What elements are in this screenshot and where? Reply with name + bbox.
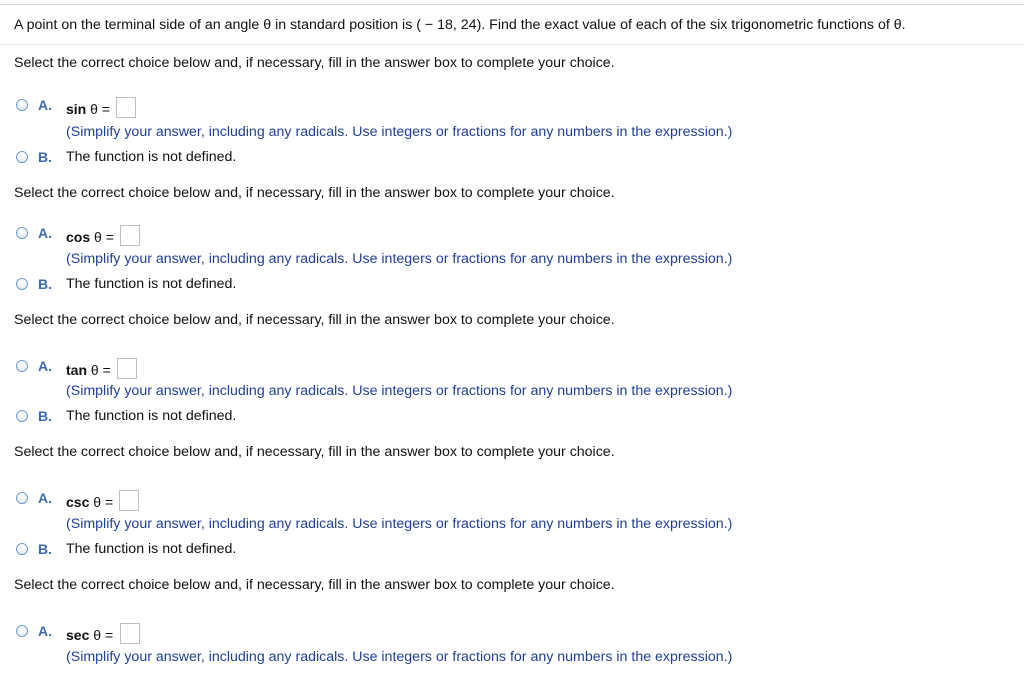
function-label — [66, 494, 113, 510]
choice-a-letter: A. — [38, 225, 52, 241]
function-name: cos — [66, 229, 91, 245]
theta-symbol: θ — [93, 627, 102, 643]
equals-sign: = — [105, 229, 114, 245]
section-prompt: Select the correct choice below and, if necessary, fill in the answer box to complete your choice. — [14, 55, 615, 71]
choice-a-radio[interactable] — [16, 625, 28, 637]
answer-box-cos[interactable] — [120, 225, 140, 246]
choice-b-letter: B. — [38, 541, 52, 557]
choice-b-letter: B. — [38, 276, 52, 292]
theta-symbol: θ — [90, 101, 98, 117]
hint-text: (Simplify your answer, including any radicals. Use integers or fractions for any numbers in the expression.) — [66, 124, 733, 140]
choice-a-radio[interactable] — [16, 227, 28, 239]
section-prompt: Select the correct choice below and, if necessary, fill in the answer box to complete your choice. — [14, 444, 615, 460]
choice-b-text: The function is not defined. — [66, 408, 237, 424]
function-label — [66, 627, 113, 643]
choice-b-text: The function is not defined. — [66, 541, 237, 557]
hint-text: (Simplify your answer, including any radicals. Use integers or fractions for any numbers in the expression.) — [66, 649, 733, 665]
choice-b-text: The function is not defined. — [66, 276, 237, 292]
answer-box-sin[interactable] — [116, 97, 136, 118]
answer-box-sec[interactable] — [120, 623, 140, 644]
function-label — [66, 101, 110, 117]
question-text: A point on the terminal side of an angle θ in standard position is ( − 18, 24). Find the exact value of each of the six trigonometric functions of θ. — [14, 17, 906, 33]
function-name: sin — [66, 101, 87, 117]
equals-sign: = — [101, 101, 110, 117]
choice-a-letter: A. — [38, 358, 52, 374]
choice-a-radio[interactable] — [16, 492, 28, 504]
function-label — [66, 229, 114, 245]
theta-symbol: θ — [94, 229, 102, 245]
top-divider — [0, 4, 1024, 5]
choice-a-letter: A. — [38, 490, 52, 506]
function-name: csc — [66, 494, 90, 510]
equals-sign: = — [104, 627, 114, 643]
choice-a-letter: A. — [38, 97, 52, 113]
choice-a-letter: A. — [38, 623, 52, 639]
hint-text: (Simplify your answer, including any radicals. Use integers or fractions for any numbers in the expression.) — [66, 516, 733, 532]
hint-text: (Simplify your answer, including any radicals. Use integers or fractions for any numbers in the expression.) — [66, 251, 733, 267]
section-prompt: Select the correct choice below and, if necessary, fill in the answer box to complete your choice. — [14, 312, 615, 328]
equals-sign: = — [104, 494, 114, 510]
answer-box-tan[interactable] — [117, 358, 137, 379]
section-prompt: Select the correct choice below and, if necessary, fill in the answer box to complete your choice. — [14, 577, 615, 593]
function-name: sec — [66, 627, 90, 643]
choice-b-radio[interactable] — [16, 278, 28, 290]
choice-b-radio[interactable] — [16, 410, 28, 422]
question-divider — [0, 44, 1024, 45]
function-label — [66, 362, 111, 378]
choice-a-radio[interactable] — [16, 360, 28, 372]
section-prompt: Select the correct choice below and, if necessary, fill in the answer box to complete your choice. — [14, 185, 615, 201]
choice-b-radio[interactable] — [16, 151, 28, 163]
theta-symbol: θ — [90, 362, 99, 378]
hint-text: (Simplify your answer, including any radicals. Use integers or fractions for any numbers in the expression.) — [66, 383, 733, 399]
function-name: tan — [66, 362, 87, 378]
choice-b-radio[interactable] — [16, 543, 28, 555]
theta-symbol: θ — [93, 494, 102, 510]
choice-b-letter: B. — [38, 149, 52, 165]
choice-b-text: The function is not defined. — [66, 149, 237, 165]
choice-a-radio[interactable] — [16, 99, 28, 111]
choice-b-letter: B. — [38, 408, 52, 424]
answer-box-csc[interactable] — [119, 490, 139, 511]
equals-sign: = — [102, 362, 111, 378]
